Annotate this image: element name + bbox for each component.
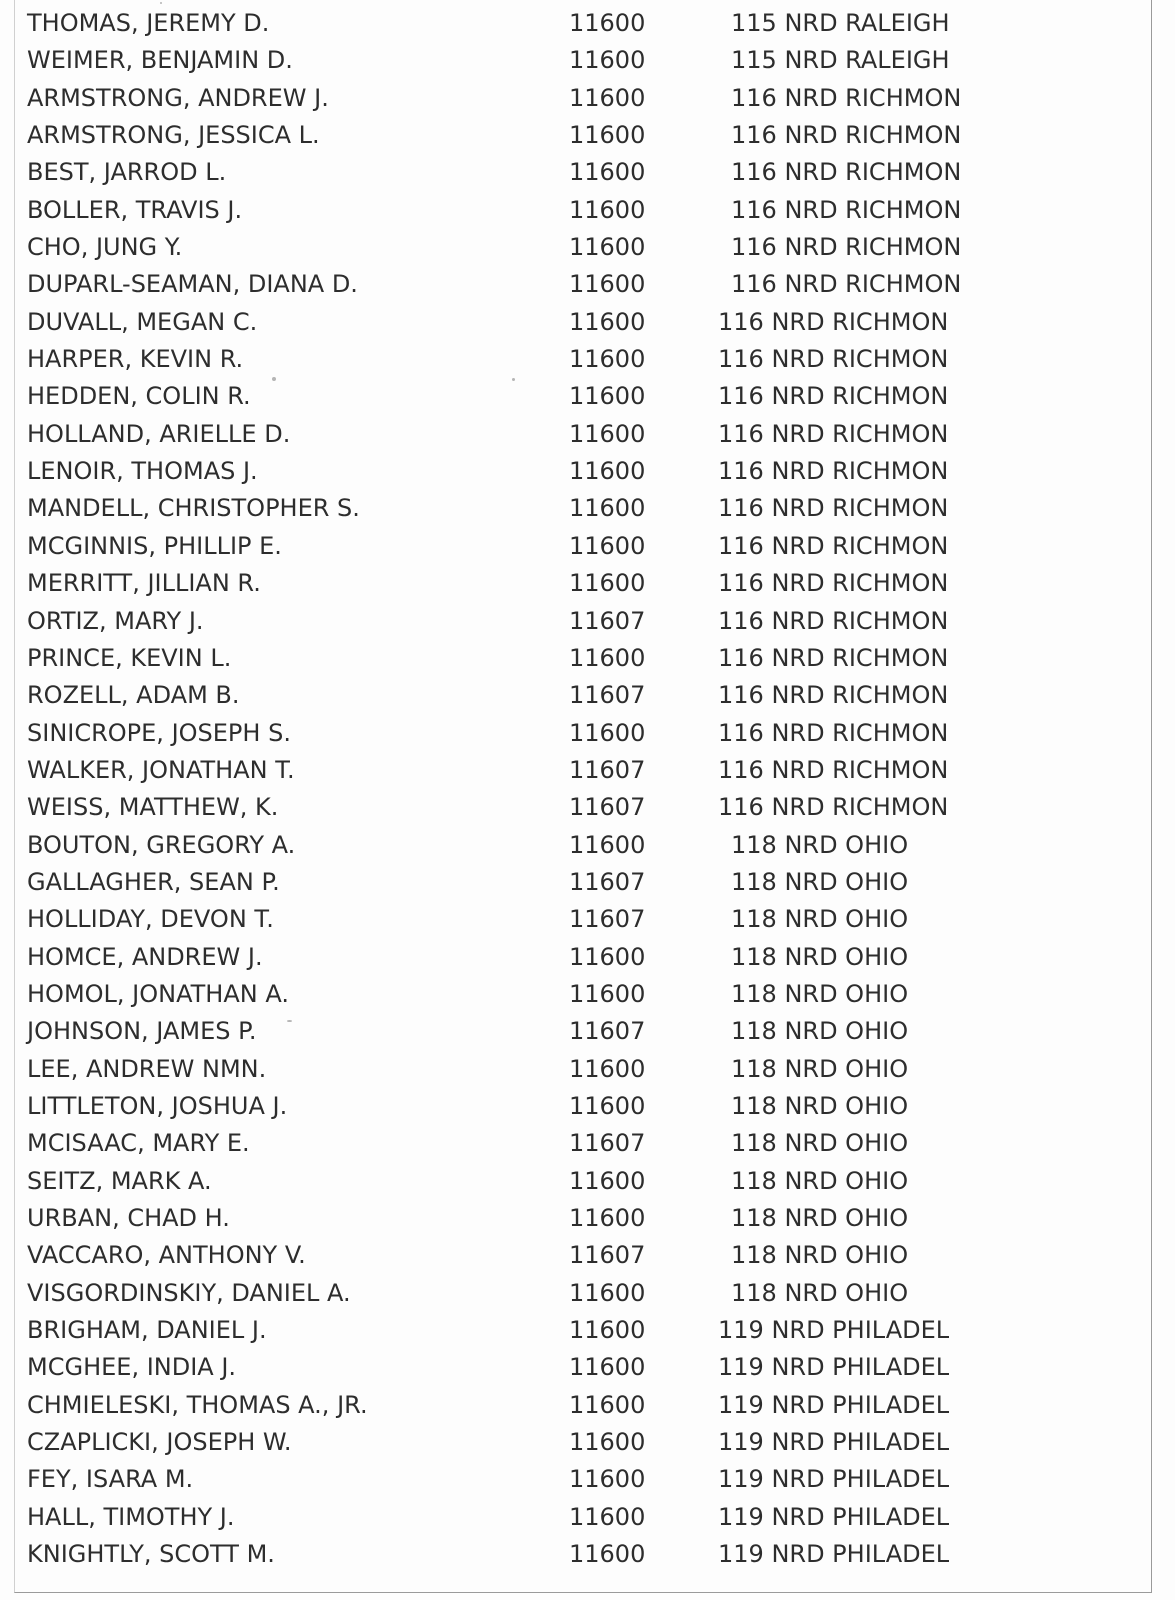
member-name: VISGORDINSKIY, DANIEL A. <box>27 1278 351 1307</box>
code-number: 11600 <box>569 1204 646 1232</box>
unit-location: 119 NRD PHILADEL <box>718 1502 950 1531</box>
code-number: 11600 <box>569 1054 646 1083</box>
roster-row <box>0 1237 1175 1274</box>
unit-location: 116 NRD RICHMON <box>731 158 962 187</box>
member-name: HALL, TIMOTHY J. <box>27 1502 235 1531</box>
member-name: ARMSTRONG, JESSICA L. <box>27 121 320 150</box>
member-name: KNIGHTLY, SCOTT M. <box>27 1540 275 1569</box>
roster-row <box>0 154 1175 191</box>
member-name: LITTLETON, JOSHUA J. <box>27 1091 288 1120</box>
member-name: DUPARL-SEAMAN, DIANA D. <box>27 270 358 299</box>
roster-row <box>0 42 1175 79</box>
unit-location: 118 NRD OHIO <box>731 942 909 971</box>
code-number: 11600 <box>569 718 646 747</box>
code-number: 11600 <box>569 531 646 560</box>
code-number: 11600 <box>569 494 646 523</box>
code-number: 11600 <box>569 1166 646 1195</box>
roster-row <box>0 827 1175 864</box>
code-number: 11600 <box>569 158 646 187</box>
roster-row <box>0 378 1175 415</box>
unit-location: 119 NRD PHILADEL <box>718 1353 950 1382</box>
member-name: MANDELL, CHRISTOPHER S. <box>27 494 360 523</box>
member-name: SINICROPE, JOSEPH S. <box>27 718 291 747</box>
code-number: 11600 <box>569 1540 646 1569</box>
member-name: URBAN, CHAD H. <box>27 1204 230 1232</box>
unit-location: 116 NRD RICHMON <box>731 233 962 262</box>
unit-location: 118 NRD OHIO <box>731 1166 909 1195</box>
roster-row <box>0 528 1175 565</box>
unit-location: 116 NRD RICHMON <box>718 569 949 598</box>
member-name: VACCARO, ANTHONY V. <box>27 1241 306 1270</box>
unit-location: 116 NRD RICHMON <box>718 531 949 560</box>
code-number: 11600 <box>569 270 646 299</box>
code-number: 11607 <box>569 905 646 934</box>
member-name: HEDDEN, COLIN R. <box>27 382 251 411</box>
member-name: FEY, ISARA M. <box>27 1465 194 1494</box>
roster-row <box>0 1051 1175 1088</box>
code-number: 11607 <box>569 867 646 896</box>
code-number: 11600 <box>569 121 646 150</box>
member-name: SEITZ, MARK A. <box>27 1166 212 1195</box>
roster-row <box>0 453 1175 490</box>
code-number: 11607 <box>569 681 646 710</box>
unit-location: 116 NRD RICHMON <box>718 718 949 747</box>
unit-location: 118 NRD OHIO <box>731 867 909 896</box>
unit-location: 116 NRD RICHMON <box>731 83 962 112</box>
member-name: WEISS, MATTHEW, K. <box>27 793 279 822</box>
unit-location: 116 NRD RICHMON <box>718 755 949 784</box>
roster-row <box>0 1424 1175 1461</box>
code-number: 11600 <box>569 46 646 75</box>
roster-row <box>0 192 1175 229</box>
unit-location: 118 NRD OHIO <box>731 1129 909 1158</box>
member-name: CHMIELESKI, THOMAS A., JR. <box>27 1390 368 1419</box>
unit-location: 116 NRD RICHMON <box>718 793 949 822</box>
code-number: 11600 <box>569 1278 646 1307</box>
roster-row <box>0 603 1175 640</box>
code-number: 11600 <box>569 1428 646 1457</box>
roster-row <box>0 80 1175 117</box>
member-name: HOMCE, ANDREW J. <box>27 942 263 971</box>
member-name: LENOIR, THOMAS J. <box>27 457 258 486</box>
member-name: JOHNSON, JAMES P. <box>27 1017 257 1046</box>
unit-location: 119 NRD PHILADEL <box>718 1428 950 1457</box>
roster-row <box>0 1461 1175 1498</box>
unit-location: 116 NRD RICHMON <box>718 681 949 710</box>
roster-row <box>0 490 1175 527</box>
unit-location: 116 NRD RICHMON <box>731 121 962 150</box>
roster-row <box>0 789 1175 826</box>
unit-location: 118 NRD OHIO <box>731 905 909 934</box>
unit-location: 116 NRD RICHMON <box>718 606 949 635</box>
code-number: 11600 <box>569 1316 646 1345</box>
roster-row <box>0 1163 1175 1200</box>
code-number: 11600 <box>569 83 646 112</box>
code-number: 11607 <box>569 1241 646 1270</box>
roster-row <box>0 939 1175 976</box>
unit-location: 118 NRD OHIO <box>731 830 909 859</box>
member-name: PRINCE, KEVIN L. <box>27 643 232 672</box>
code-number: 11607 <box>569 1017 646 1046</box>
roster-row <box>0 1312 1175 1349</box>
roster-row <box>0 117 1175 154</box>
roster-row <box>0 1275 1175 1312</box>
roster-row <box>0 1349 1175 1386</box>
unit-location: 116 NRD RICHMON <box>718 345 949 374</box>
code-number: 11600 <box>569 419 646 448</box>
roster-row <box>0 341 1175 378</box>
unit-location: 118 NRD OHIO <box>731 1017 909 1046</box>
unit-location: 119 NRD PHILADEL <box>718 1540 950 1569</box>
unit-location: 116 NRD RICHMON <box>718 457 949 486</box>
code-number: 11600 <box>569 195 646 224</box>
unit-location: 119 NRD PHILADEL <box>718 1390 950 1419</box>
roster-row <box>0 229 1175 266</box>
member-name: HOLLAND, ARIELLE D. <box>27 419 291 448</box>
member-name: MCGINNIS, PHILLIP E. <box>27 531 282 560</box>
unit-location: 118 NRD OHIO <box>731 1241 909 1270</box>
member-name: ROZELL, ADAM B. <box>27 681 240 710</box>
code-number: 11600 <box>569 569 646 598</box>
unit-location: 116 NRD RICHMON <box>718 419 949 448</box>
code-number: 11600 <box>569 307 646 336</box>
unit-location: 116 NRD RICHMON <box>718 382 949 411</box>
roster-row <box>0 1125 1175 1162</box>
member-name: ORTIZ, MARY J. <box>27 606 204 635</box>
member-name: MERRITT, JILLIAN R. <box>27 569 261 598</box>
roster-row <box>0 901 1175 938</box>
code-number: 11600 <box>569 979 646 1008</box>
member-name: BRIGHAM, DANIEL J. <box>27 1316 267 1345</box>
roster-row <box>0 1536 1175 1573</box>
code-number: 11600 <box>569 9 646 37</box>
member-name: HOMOL, JONATHAN A. <box>27 979 289 1008</box>
code-number: 11600 <box>569 1091 646 1120</box>
member-name: DUVALL, MEGAN C. <box>27 307 258 336</box>
code-number: 11600 <box>569 382 646 411</box>
member-name: CZAPLICKI, JOSEPH W. <box>27 1428 292 1457</box>
roster-row <box>0 1088 1175 1125</box>
member-name: HARPER, KEVIN R. <box>27 345 244 374</box>
member-name: THOMAS, JEREMY D. <box>27 9 270 37</box>
member-name: ARMSTRONG, ANDREW J. <box>27 83 329 112</box>
code-number: 11607 <box>569 1129 646 1158</box>
code-number: 11600 <box>569 345 646 374</box>
roster-row <box>0 416 1175 453</box>
member-name: WEIMER, BENJAMIN D. <box>27 46 293 75</box>
member-name: BOLLER, TRAVIS J. <box>27 195 243 224</box>
unit-location: 116 NRD RICHMON <box>718 307 949 336</box>
code-number: 11600 <box>569 233 646 262</box>
roster-row <box>0 304 1175 341</box>
code-number: 11607 <box>569 755 646 784</box>
roster-row <box>0 976 1175 1013</box>
unit-location: 118 NRD OHIO <box>731 1204 909 1232</box>
member-name: LEE, ANDREW NMN. <box>27 1054 267 1083</box>
code-number: 11600 <box>569 1353 646 1382</box>
roster-row <box>0 266 1175 303</box>
roster-row <box>0 640 1175 677</box>
unit-location: 116 NRD RICHMON <box>718 494 949 523</box>
roster-row <box>0 864 1175 901</box>
unit-location: 119 NRD PHILADEL <box>718 1465 950 1494</box>
unit-location: 119 NRD PHILADEL <box>718 1316 950 1345</box>
unit-location: 118 NRD OHIO <box>731 1278 909 1307</box>
member-name: BEST, JARROD L. <box>27 158 227 187</box>
code-number: 11607 <box>569 793 646 822</box>
roster-row <box>0 5 1175 42</box>
roster-row <box>0 565 1175 602</box>
roster-row <box>0 677 1175 714</box>
roster-row <box>0 1200 1175 1237</box>
scan-speck <box>160 2 162 4</box>
roster-row <box>0 1499 1175 1536</box>
code-number: 11600 <box>569 1390 646 1419</box>
code-number: 11600 <box>569 1465 646 1494</box>
code-number: 11600 <box>569 457 646 486</box>
unit-location: 116 NRD RICHMON <box>731 270 962 299</box>
code-number: 11600 <box>569 830 646 859</box>
code-number: 11607 <box>569 606 646 635</box>
code-number: 11600 <box>569 942 646 971</box>
unit-location: 118 NRD OHIO <box>731 1054 909 1083</box>
member-name: WALKER, JONATHAN T. <box>27 755 295 784</box>
roster-row <box>0 752 1175 789</box>
member-name: HOLLIDAY, DEVON T. <box>27 905 274 934</box>
member-name: BOUTON, GREGORY A. <box>27 830 296 859</box>
member-name: MCISAAC, MARY E. <box>27 1129 250 1158</box>
unit-location: 116 NRD RICHMON <box>731 195 962 224</box>
code-number: 11600 <box>569 643 646 672</box>
member-name: MCGHEE, INDIA J. <box>27 1353 237 1382</box>
unit-location: 116 NRD RICHMON <box>718 643 949 672</box>
member-name: GALLAGHER, SEAN P. <box>27 867 280 896</box>
roster-row <box>0 715 1175 752</box>
unit-location: 115 NRD RALEIGH <box>731 9 950 37</box>
roster-list <box>0 5 1175 1573</box>
code-number: 11600 <box>569 1502 646 1531</box>
unit-location: 118 NRD OHIO <box>731 979 909 1008</box>
member-name: CHO, JUNG Y. <box>27 233 183 262</box>
roster-row <box>0 1387 1175 1424</box>
roster-row <box>0 1013 1175 1050</box>
unit-location: 118 NRD OHIO <box>731 1091 909 1120</box>
unit-location: 115 NRD RALEIGH <box>731 46 950 75</box>
